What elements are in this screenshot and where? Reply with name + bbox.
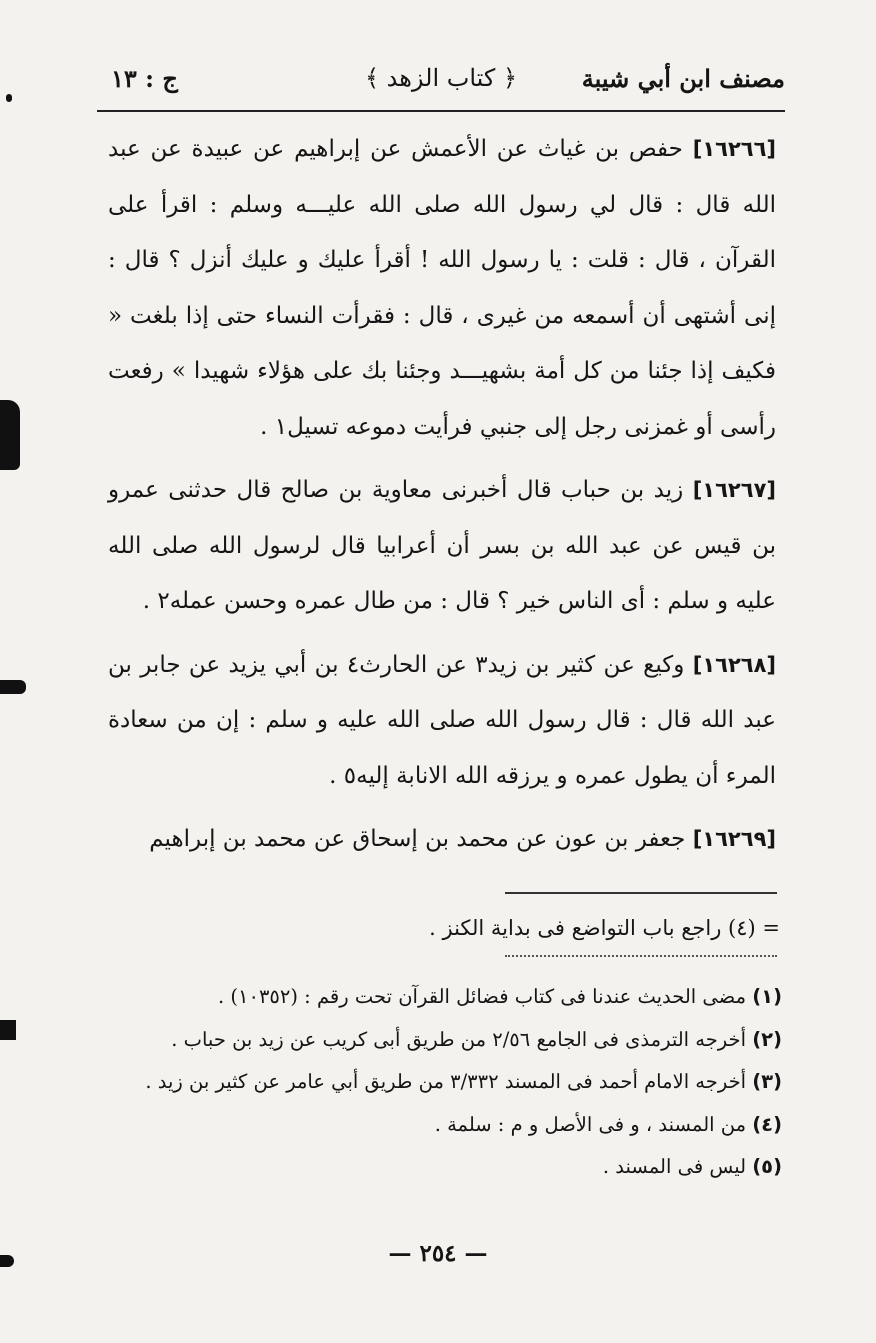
- hadith-number: [١٦٢٦٦]: [692, 137, 777, 161]
- footnote-item: [100, 1061, 782, 1104]
- footnote-text: أخرجه الترمذى فى الجامع ٢/٥٦ من طريق أبى كريب عن زيد بن حباب .: [171, 1027, 747, 1051]
- footnote-item: [100, 976, 782, 1019]
- scan-mark-dot: [6, 94, 12, 102]
- running-header: [97, 58, 785, 108]
- hadith-text: حفص بن غياث عن الأعمش عن إبراهيم عن عبيدة عن عبد الله قال : قال لي رسول الله صلى الله عليـــه وسلم : اقرأ على القرآن ، قال : قلت : يا رسول الله ! أقرأ عليك و عليك أنزل ؟ قال : إنى أشتهى أن أسمعه من غيرى ، قال : فقرأت النساء حتى إذا بلغت « فكيف إذا جئنا من كل أمة بشهيـــد وجئنا بك على هؤلاء شهيدا » رفعت رأسى أو غمزنى رجل إلى جنبي فرأيت دموعه تسيل١ .: [108, 136, 776, 440]
- section-title: ﴿ كتاب الزهد ﴾: [364, 64, 518, 92]
- hadith-text: زيد بن حباب قال أخبرنى معاوية بن صالح قال حدثنى عمرو بن قيس عن عبد الله بن بسر أن أعرابيا قال لرسول الله صلى الله عليه و سلم : أى الناس خير ؟ قال : من طال عمره وحسن عمله٢ .: [108, 477, 776, 614]
- page-number: — ٢٥٤ —: [388, 1240, 488, 1267]
- hadith-16267: [108, 463, 776, 630]
- hadith-16268: [108, 638, 776, 805]
- footnote-separator: [505, 892, 777, 894]
- footnote-number: (٥): [752, 1155, 782, 1178]
- footnote-number: (٤): [752, 1112, 782, 1136]
- hadith-text: جعفر بن عون عن محمد بن إسحاق عن محمد بن إبراهيم: [149, 826, 686, 852]
- volume-number: ج : ١٣: [111, 64, 178, 93]
- footnotes: [100, 976, 782, 1189]
- hadith-number: [١٦٢٦٨]: [692, 652, 777, 677]
- hadith-number: [١٦٢٦٩]: [692, 827, 776, 851]
- footnote-text: من المسند ، و فى الأصل و م : سلمة .: [434, 1112, 747, 1136]
- footnote-item: [100, 1019, 782, 1062]
- footnote-text: ليس فى المسند .: [602, 1155, 747, 1178]
- hadith-16269: [108, 812, 776, 868]
- footnote-continued: = (٤) راجع باب التواضع فى بداية الكنز .: [429, 916, 780, 940]
- scan-mark-tick: [0, 1020, 16, 1040]
- footnote-item: [100, 1104, 782, 1147]
- hadith-text: وكيع عن كثير بن زيد٣ عن الحارث٤ بن أبي يزيد عن جابر بن عبد الله قال : قال رسول الله صلى الله عليه و سلم : إن من سعادة المرء أن يطول عمره و يرزقه الله الانابة إليه٥ .: [108, 651, 776, 789]
- book-title: مصنف ابن أبي شيبة: [581, 64, 785, 93]
- footnote-text: مضى الحديث عندنا فى كتاب فضائل القرآن تحت رقم : (١٠٣٥٢) .: [217, 985, 747, 1008]
- footnote-number: (٢): [752, 1027, 782, 1051]
- hadith-16266: [108, 122, 776, 455]
- main-text: [108, 122, 776, 876]
- footnote-item: [100, 1146, 782, 1189]
- header-rule: [97, 110, 785, 112]
- footnote-dotted-rule: [505, 955, 777, 957]
- hadith-number: [١٦٢٦٧]: [692, 478, 776, 502]
- scan-mark-bracket: [0, 680, 26, 694]
- footnote-text: أخرجه الامام أحمد فى المسند ٣/٣٣٢ من طريق أبي عامر عن كثير بن زيد .: [145, 1070, 747, 1093]
- footnote-number: (٣): [752, 1070, 782, 1093]
- footnote-number: (١): [752, 985, 782, 1008]
- scan-mark-blot: [0, 400, 20, 470]
